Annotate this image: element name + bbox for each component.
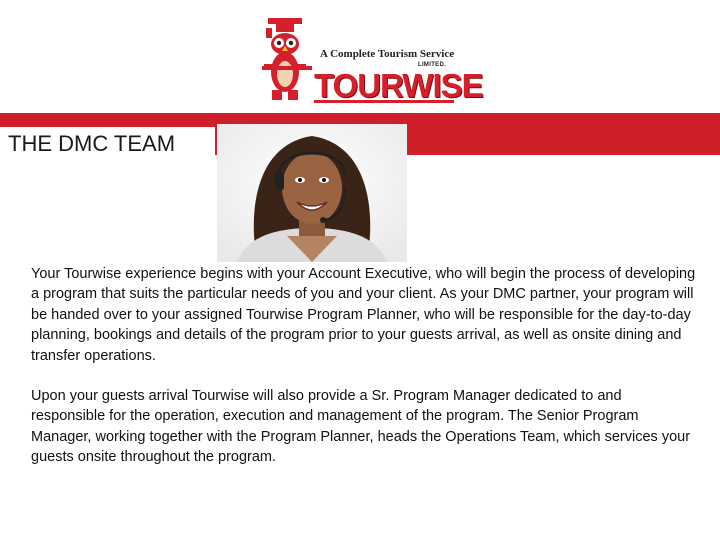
account-executive-photo — [217, 124, 407, 262]
paragraph-program-manager: Upon your guests arrival Tourwise will also provide a Sr. Program Manager dedicated to and responsible for the operation, execution and management of the program. The Senior Program Manager, working together with the Program Planner, heads the Operations Team, which services your guests onsite throughout the program. — [31, 388, 691, 466]
paragraph-account-executive: Your Tourwise experience begins with your Account Executive, who will begin the process of developing a program that suits the particular needs of you and your client. As your DMC partner, your program will be handed over to your assigned Tourwise Program Planner, who will be responsible for the day-to-day planning, bookings and details of the program prior to your guests arrival, as well as onsite dining and transfer operations. — [31, 266, 696, 364]
page-title: THE DMC TEAM — [0, 127, 215, 161]
logo-brand-name: TOURWISE — [314, 67, 483, 104]
tourwise-logo — [258, 14, 483, 104]
logo-tagline: A Complete Tourism Service — [320, 48, 455, 60]
headset-agent-image — [217, 124, 407, 262]
logo-limited: LIMITED. — [418, 62, 447, 68]
body-text — [31, 264, 699, 488]
